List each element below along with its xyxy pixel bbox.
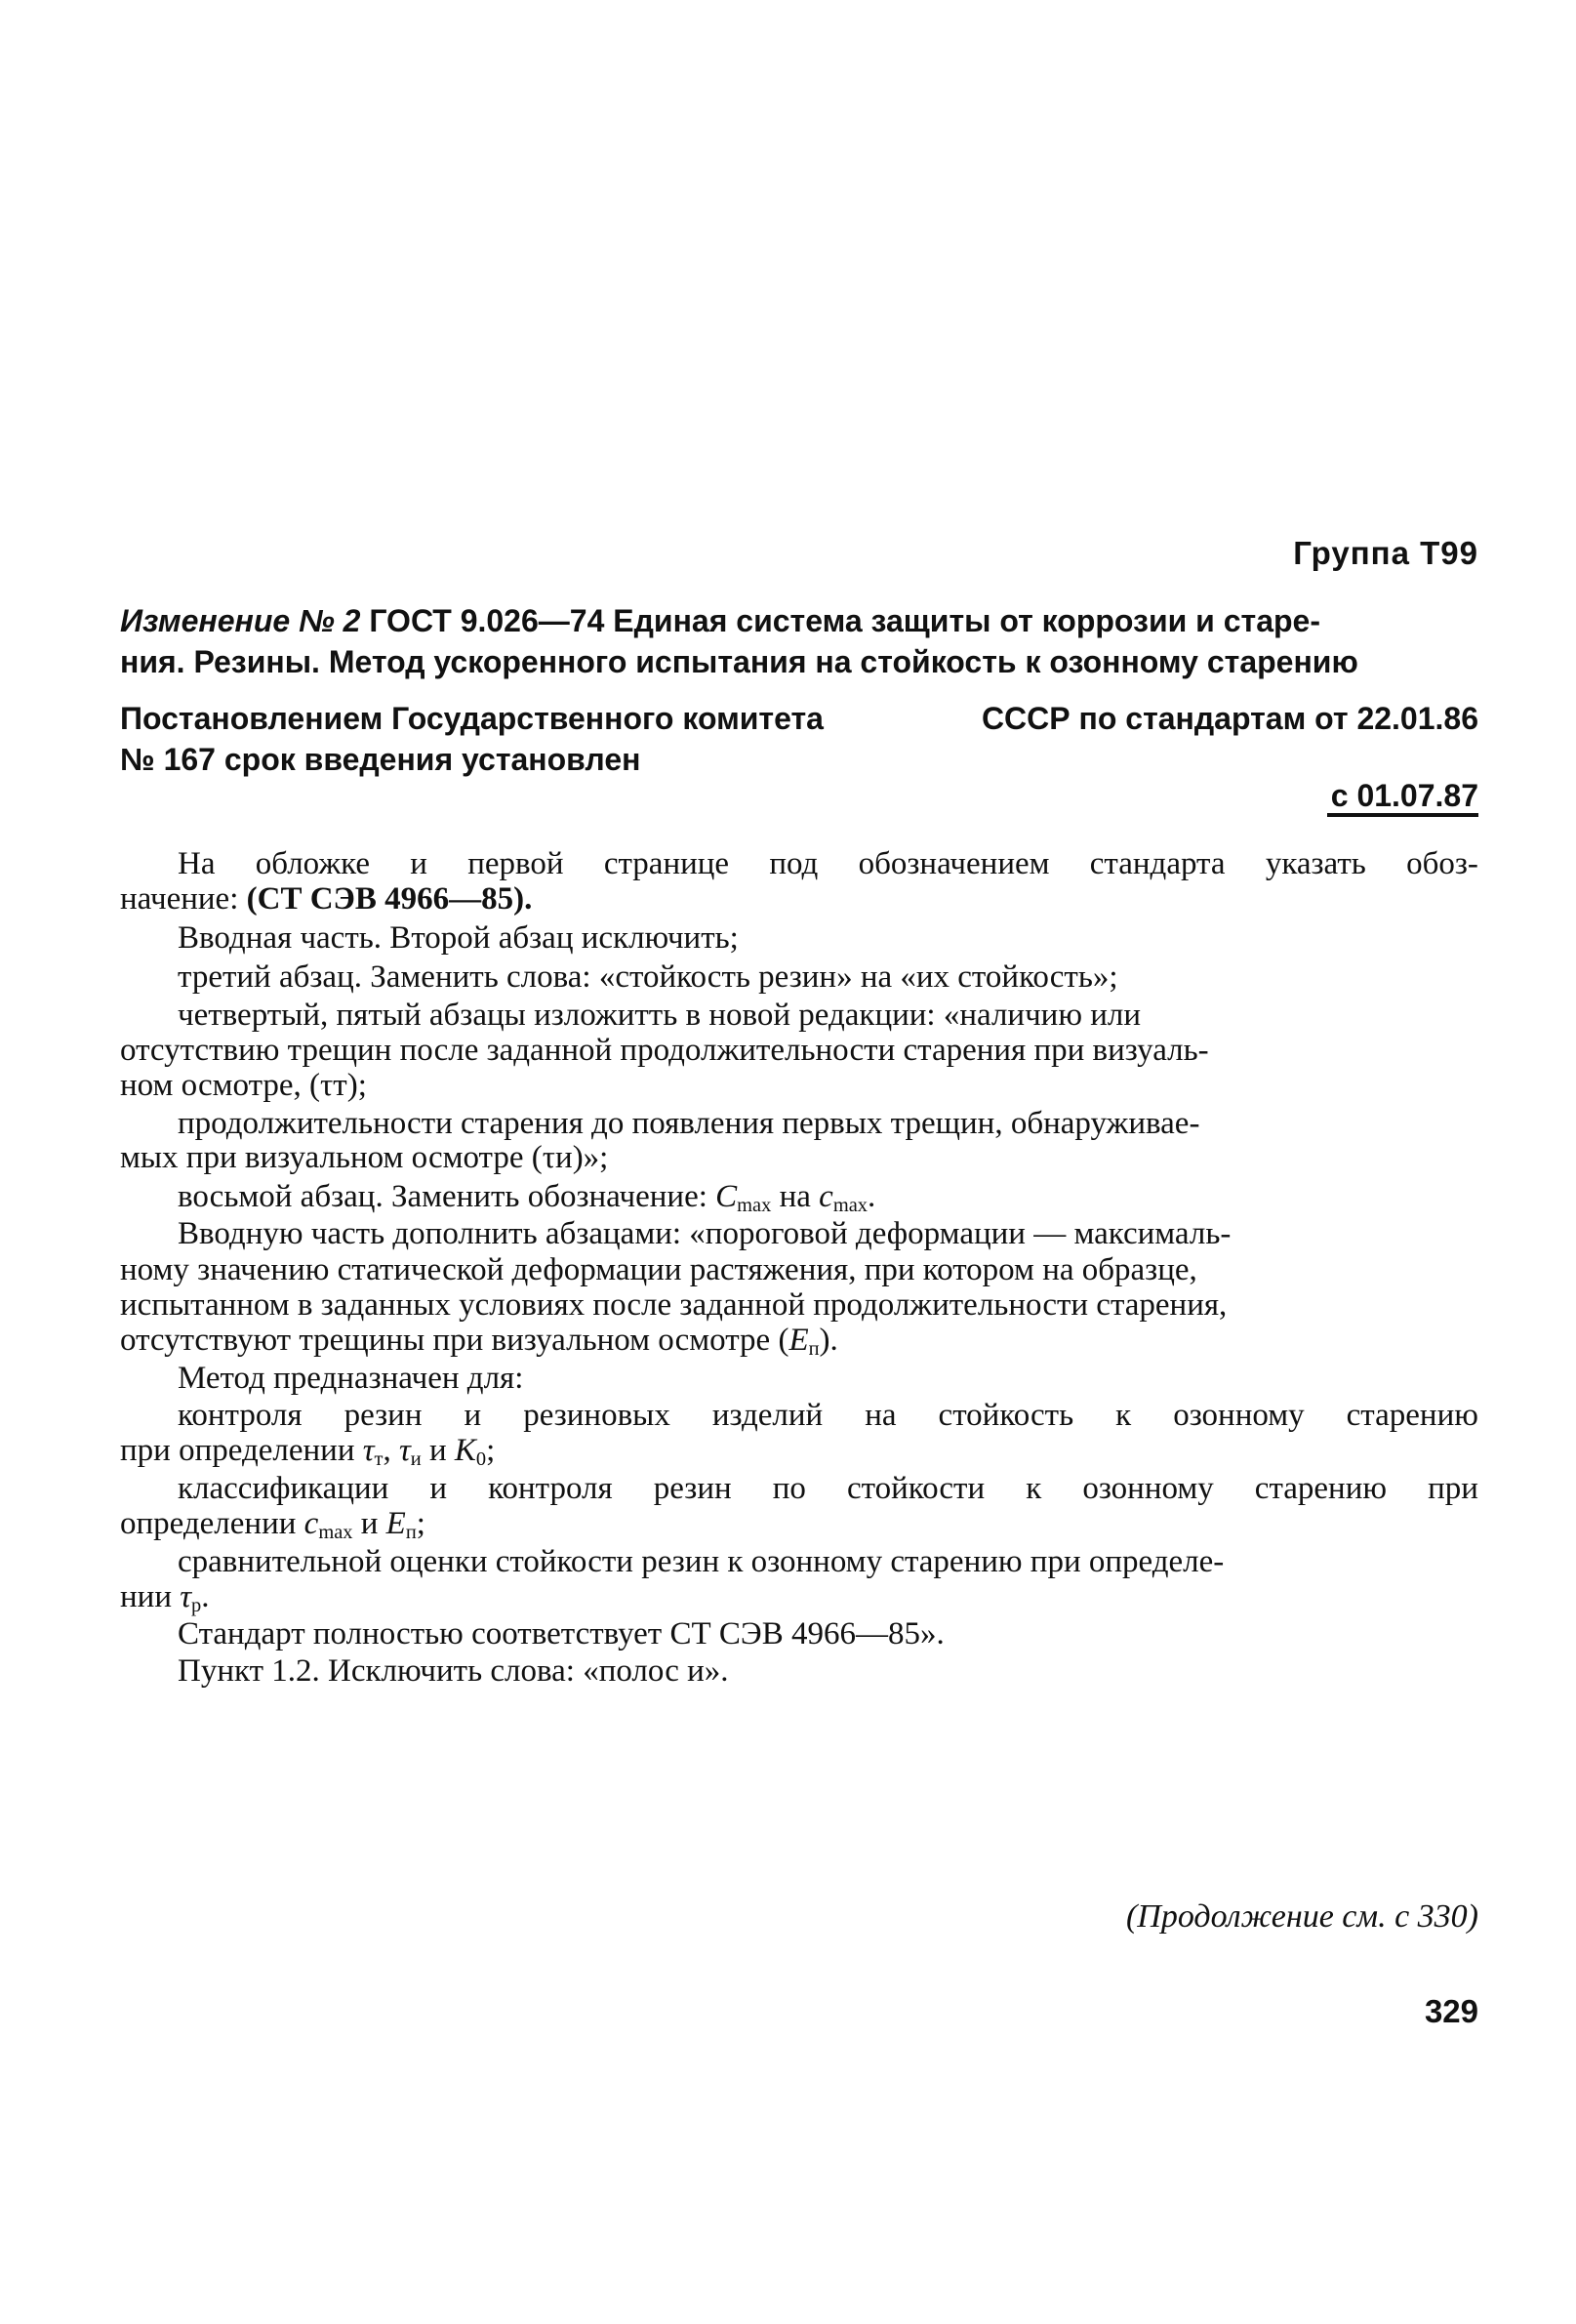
c-max-lower-symbol: c — [819, 1179, 833, 1214]
amendment-title-line-2: ния. Резины. Метод ускоренного испытания на стойкость к озонному старению — [120, 644, 1358, 679]
decree-line-1 — [120, 701, 1478, 737]
c-max-symbol: C — [715, 1179, 738, 1214]
p7-line-4-a: отсутствуют трещины при визуальном осмотре ( — [120, 1323, 789, 1358]
p9-line-2-a: при определении — [120, 1433, 355, 1468]
r-subscript: р — [191, 1595, 202, 1617]
amendment-title-rest: ГОСТ 9.026—74 Единая система защиты от коррозии и старе- — [369, 603, 1320, 638]
p9-line-1: контроля резин и резиновых изделий на стойкость к озонному старению — [178, 1398, 1478, 1433]
amendment-number: Изменение № 2 — [120, 603, 361, 638]
max-subscript-3: max — [318, 1522, 353, 1544]
p6: восьмой абзац. Заменить обозначение: $C_{max}$ на $c_{max}$. — [178, 1179, 876, 1217]
continuation-note: (Продолжение см. с 330) — [1125, 1898, 1478, 1935]
p5-line-1: продолжительности старения до появления первых трещин, обнаруживае- — [178, 1106, 1200, 1141]
p2: Вводная часть. Второй абзац исключить; — [178, 920, 739, 956]
p1-line-1: На обложке и первой странице под обозначением стандарта указать обоз- — [178, 846, 1478, 881]
tau-r-symbol: τ — [180, 1579, 192, 1614]
p8: Метод предназначен для: — [178, 1361, 524, 1396]
p7-line-4-b: ). — [819, 1323, 838, 1358]
i-subscript: и — [410, 1448, 422, 1471]
t-subscript: т — [374, 1448, 384, 1471]
decree-line-1-b: СССР по стандартам от 22.01.86 — [981, 701, 1478, 736]
p12: Стандарт полностью соответствует СТ СЭВ 4966—85». — [178, 1616, 945, 1651]
p4-line-3: ном осмотре, (τт); — [120, 1068, 367, 1103]
k0-symbol: K — [454, 1433, 476, 1468]
p7-line-3: испытанном в заданных условиях после заданной продолжительности старения, — [120, 1287, 1228, 1323]
p7-line-2: ному значению статической деформации растяжения, при котором на образце, — [120, 1252, 1197, 1287]
standard-reference: (СТ СЭВ 4966—85). — [246, 881, 533, 917]
p4-line-2: отсутствию трещин после заданной продолжительности старения при визуаль- — [120, 1033, 1209, 1068]
p10-line-2-a: определении — [120, 1506, 297, 1541]
p-subscript-2: п — [405, 1522, 417, 1544]
p11-line-2-a: нии — [120, 1579, 172, 1614]
p7-line-4 — [120, 1323, 838, 1359]
p3: третий абзац. Заменить слова: «стойкость резин» на «их стойкость»; — [178, 959, 1118, 995]
e-p-symbol-2: E — [385, 1506, 406, 1541]
decree-line-2: № 167 срок введения установлен — [120, 742, 641, 777]
p9-and: и — [428, 1433, 447, 1468]
e-p-symbol: E — [788, 1323, 809, 1358]
p4-line-1: четвертый, пятый абзацы изложитть в новой редакции: «наличию или — [178, 998, 1142, 1033]
group-label: Группа Т99 — [1293, 535, 1478, 571]
amendment-title-line-1 — [120, 603, 1320, 639]
tau-i-symbol: τ — [398, 1433, 411, 1468]
p10-line-2: определении $c_{max}$ и $E_п$; — [120, 1506, 425, 1544]
p13: Пункт 1.2. Исключить слова: «полос и». — [178, 1653, 729, 1689]
p7-line-1: Вводную часть дополнить абзацами: «пороговой деформации — максималь- — [178, 1216, 1232, 1251]
effective-date-underline — [1327, 813, 1478, 817]
p1-line-2-a: начение: — [120, 881, 239, 917]
max-subscript-2: max — [832, 1195, 868, 1217]
effective-date: с 01.07.87 — [1330, 778, 1478, 813]
p11-line-2: нии $\tau_р$. — [120, 1579, 210, 1617]
p10-and: и — [360, 1506, 379, 1541]
tau-t-symbol: τ — [362, 1433, 375, 1468]
decree-line-1-a: Постановлением Государственного комитета — [120, 701, 824, 736]
p6-text: восьмой абзац. Заменить обозначение: — [178, 1179, 707, 1214]
p6-na: на — [779, 1179, 811, 1214]
p9-line-2: при определении $\tau_т$, $\tau_и$ и $K_0$; — [120, 1433, 496, 1471]
zero-subscript: 0 — [475, 1448, 487, 1471]
max-subscript: max — [737, 1195, 772, 1217]
p10-line-1: классификации и контроля резин по стойкости к озонному старению при — [178, 1471, 1478, 1506]
p11-line-1: сравнительной оценки стойкости резин к озонному старению при определе- — [178, 1544, 1225, 1579]
p1-line-2 — [120, 881, 532, 917]
p5-line-2: мых при визуальном осмотре (τи)»; — [120, 1140, 609, 1175]
page-number: 329 — [1424, 1993, 1478, 2029]
c-max-symbol-2: c — [303, 1506, 319, 1541]
p-subscript: п — [808, 1338, 820, 1361]
